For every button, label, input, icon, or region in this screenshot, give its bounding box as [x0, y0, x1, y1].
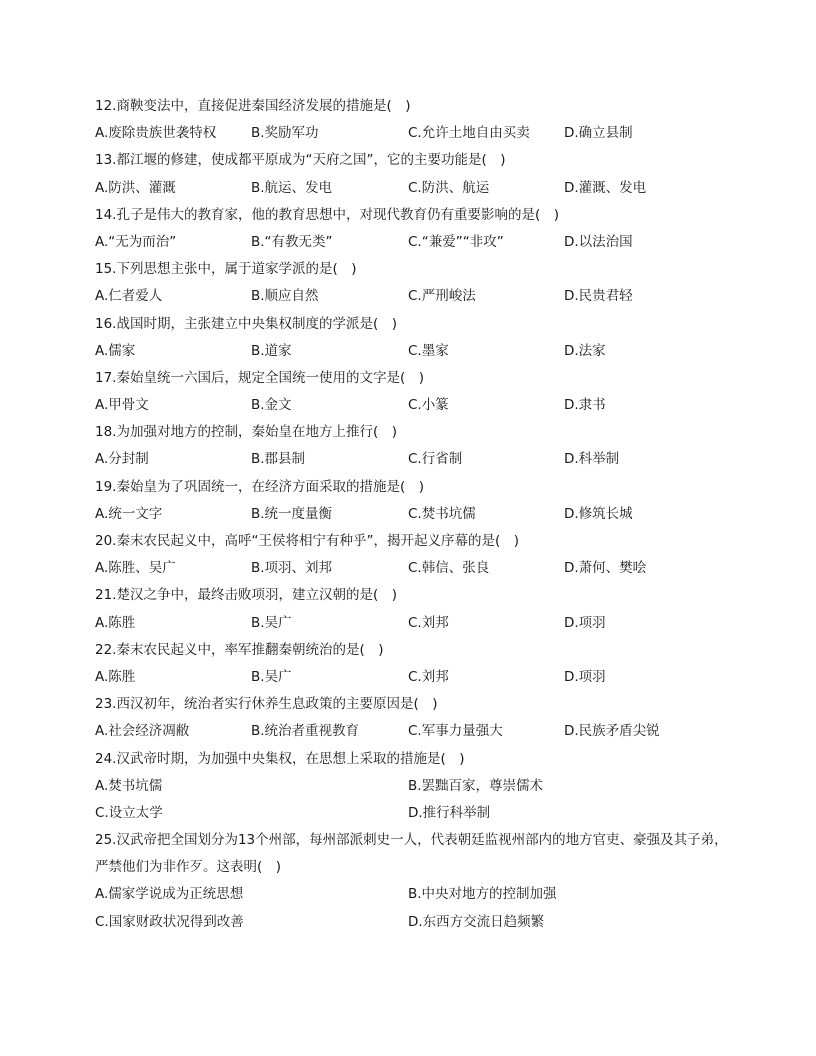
question-22-options [95, 664, 735, 691]
option-a: A.防洪、灌溉 [95, 179, 176, 196]
option-c: C.国家财政状况得到改善 [95, 913, 244, 930]
option-c: C.严刑峻法 [408, 288, 476, 305]
option-a: A.焚书坑儒 [95, 777, 163, 794]
question-21-stem: 21.楚汉之争中，最终击败项羽，建立汉朝的是( ) [95, 587, 398, 604]
option-a: A.“无为而治” [95, 233, 177, 250]
option-d: D.民族矛盾尖锐 [564, 723, 660, 740]
option-b: B.吴广 [251, 668, 292, 685]
question-13-options [95, 175, 735, 202]
question-14-options [95, 229, 735, 256]
option-a: A.陈胜、吴广 [95, 560, 176, 577]
option-a: A.甲骨文 [95, 397, 149, 414]
option-b: B.道家 [251, 342, 292, 359]
option-b: B.项羽、刘邦 [251, 560, 333, 577]
option-d: D.推行科举制 [408, 804, 491, 821]
option-d: D.修筑长城 [564, 505, 633, 522]
question-19-options [95, 501, 735, 528]
question-23-stem: 23.西汉初年，统治者实行休养生息政策的主要原因是( ) [95, 696, 438, 713]
question-24-stem: 24.汉武帝时期，为加强中央集权，在思想上采取的措施是( ) [95, 750, 465, 767]
question-16-stem: 16.战国时期，主张建立中央集权制度的学派是( ) [95, 315, 398, 332]
option-b: B.奖励军功 [251, 125, 319, 142]
question-25-options-row-2 [95, 909, 735, 936]
option-c: C.墨家 [408, 342, 449, 359]
option-a: A.陈胜 [95, 668, 136, 685]
question-13-stem: 13.都江堰的修建，使成都平原成为“天府之国”，它的主要功能是( ) [95, 152, 506, 169]
question-list [95, 93, 735, 936]
question-17-stem: 17.秦始皇统一六国后，规定全国统一使用的文字是( ) [95, 369, 425, 386]
question-12-stem: 12.商鞅变法中，直接促进秦国经济发展的措施是( ) [95, 98, 411, 114]
question-24-options-row-1 [95, 773, 735, 800]
option-d: D.隶书 [564, 397, 606, 414]
option-a: A.分封制 [95, 451, 149, 468]
question-15-options [95, 283, 735, 310]
option-c: C.刘邦 [408, 614, 449, 631]
option-b: B.郡县制 [251, 451, 306, 468]
option-d: D.萧何、樊哙 [564, 560, 647, 577]
option-d: D.法家 [564, 342, 606, 359]
question-25-stem: 25.汉武帝把全国划分为13个州部，每州部派刺史一人，代表朝廷监视州部内的地方官吏、豪强及其子弟，严禁他们为非作歹。这表明( ) [95, 832, 728, 876]
option-b: B.航运、发电 [251, 179, 333, 196]
question-18-stem: 18.为加强对地方的控制，秦始皇在地方上推行( ) [95, 424, 398, 441]
option-a: A.儒家学说成为正统思想 [95, 886, 244, 903]
option-c: C.设立太学 [95, 804, 163, 821]
question-16-options [95, 338, 735, 365]
option-a: A.仁者爱人 [95, 288, 163, 305]
question-14-stem: 14.孔子是伟大的教育家，他的教育思想中，对现代教育仍有重要影响的是( ) [95, 206, 560, 223]
question-25-options-row-1 [95, 881, 735, 908]
option-c: C.允许土地自由买卖 [408, 125, 530, 142]
question-18-options [95, 446, 735, 473]
option-c: C.刘邦 [408, 668, 449, 685]
option-d: D.灌溉、发电 [564, 179, 647, 196]
option-a: A.社会经济凋敝 [95, 723, 190, 740]
option-b: B.吴广 [251, 614, 292, 631]
option-b: B.顺应自然 [251, 288, 319, 305]
question-20-options [95, 555, 735, 582]
option-b: B.统治者重视教育 [251, 723, 360, 740]
question-17-options [95, 392, 735, 419]
option-d: D.民贵君轻 [564, 288, 633, 305]
option-a: A.陈胜 [95, 614, 136, 631]
question-15-stem: 15.下列思想主张中，属于道家学派的是( ) [95, 261, 357, 278]
option-d: D.以法治国 [564, 233, 633, 250]
option-a: A.统一文字 [95, 505, 163, 522]
option-c: C.军事力量强大 [408, 723, 503, 740]
option-d: D.东西方交流日趋频繁 [408, 913, 545, 930]
option-c: C.行省制 [408, 451, 463, 468]
option-b: B.“有教无类” [251, 233, 333, 250]
option-c: C.小篆 [408, 397, 449, 414]
question-21-options [95, 610, 735, 637]
option-b: B.中央对地方的控制加强 [408, 886, 557, 903]
question-19-stem: 19.秦始皇为了巩固统一，在经济方面采取的措施是( ) [95, 478, 425, 495]
question-22-stem: 22.秦末农民起义中，率军推翻秦朝统治的是( ) [95, 641, 384, 658]
option-c: C.韩信、张良 [408, 560, 490, 577]
option-d: D.确立县制 [564, 125, 633, 142]
question-12-options [95, 120, 735, 147]
option-c: C.防洪、航运 [408, 179, 490, 196]
option-b: B.罢黜百家，尊崇儒术 [408, 777, 544, 794]
option-a: A.儒家 [95, 342, 136, 359]
option-a: A.废除贵族世袭特权 [95, 125, 217, 142]
option-d: D.科举制 [564, 451, 620, 468]
question-24-options-row-2 [95, 800, 735, 827]
question-23-options [95, 718, 735, 745]
option-c: C.“兼爱”“非攻” [408, 233, 504, 250]
option-d: D.项羽 [564, 614, 606, 631]
option-b: B.统一度量衡 [251, 505, 333, 522]
option-d: D.项羽 [564, 668, 606, 685]
question-20-stem: 20.秦末农民起义中，高呼“王侯将相宁有种乎”，揭开起义序幕的是( ) [95, 533, 519, 549]
option-c: C.焚书坑儒 [408, 505, 476, 522]
option-b: B.金文 [251, 397, 292, 414]
